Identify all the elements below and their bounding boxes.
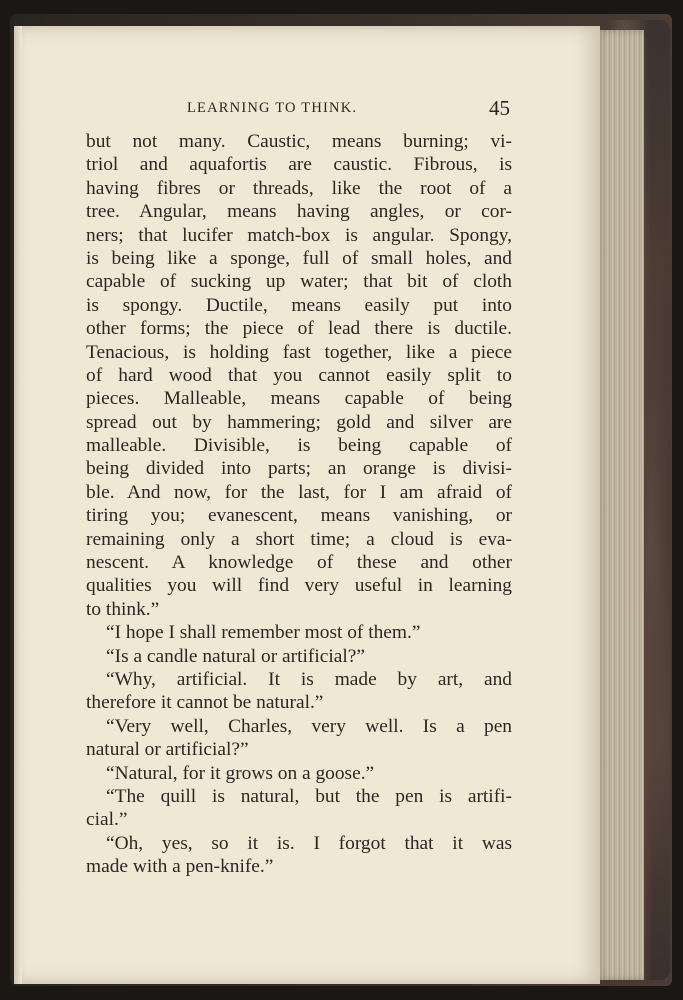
text-line: tree. Angular, means having angles, or cor-	[86, 201, 512, 223]
text-line: “The quill is natural, but the pen is artifi-	[106, 785, 512, 807]
text-line: but not many. Caustic, means burning; vi-	[86, 131, 512, 152]
text-line: to think.”	[86, 598, 160, 620]
text-line: “Why, artificial. It is made by art, and	[106, 668, 512, 690]
text-line: pieces. Malleable, means capable of being	[86, 388, 512, 410]
text-line: Tenacious, is holding fast together, like a piece	[86, 341, 512, 363]
body-text	[86, 130, 512, 879]
text-line: remaining only a short time; a cloud is eva-	[86, 528, 512, 550]
text-line: made with a pen-knife.”	[86, 856, 274, 878]
text-line: “Oh, yes, so it is. I forgot that it was	[106, 832, 512, 854]
text-line: having fibres or threads, like the root of a	[86, 177, 512, 199]
text-line: natural or artificial?”	[86, 739, 249, 761]
page-header	[0, 96, 683, 122]
text-line: capable of sucking up water; that bit of cloth	[86, 271, 512, 293]
text-line: malleable. Divisible, is being capable of	[86, 435, 512, 457]
text-line: spread out by hammering; gold and silver are	[86, 411, 512, 433]
text-line: “Natural, for it grows on a goose.”	[106, 762, 375, 784]
running-head: LEARNING TO THINK.	[187, 100, 358, 116]
text-line: qualities you will find very useful in learning	[86, 575, 512, 597]
text-line: “Is a candle natural or artificial?”	[106, 645, 365, 667]
text-line: cial.”	[86, 809, 128, 831]
text-line: being divided into parts; an orange is divisi-	[86, 458, 512, 480]
text-line: of hard wood that you cannot easily split to	[86, 364, 512, 386]
text-line: is being like a sponge, full of small holes, and	[86, 247, 512, 269]
text-line: is spongy. Ductile, means easily put into	[86, 294, 512, 316]
text-line: nescent. A knowledge of these and other	[86, 552, 512, 574]
text-line: therefore it cannot be natural.”	[86, 692, 324, 714]
text-line: ners; that lucifer match-box is angular. Spongy,	[86, 224, 512, 246]
page-number: 45	[489, 96, 510, 120]
text-line: triol and aquafortis are caustic. Fibrous, is	[86, 154, 512, 176]
text-line: “Very well, Charles, very well. Is a pen	[106, 715, 512, 737]
text-line: other forms; the piece of lead there is ductile.	[86, 318, 512, 340]
text-line: “I hope I shall remember most of them.”	[106, 622, 421, 644]
page-edges	[596, 30, 644, 980]
text-line: ble. And now, for the last, for I am afraid of	[86, 481, 512, 503]
text-line: tiring you; evanescent, means vanishing, or	[86, 505, 512, 527]
page-gutter	[14, 26, 22, 984]
